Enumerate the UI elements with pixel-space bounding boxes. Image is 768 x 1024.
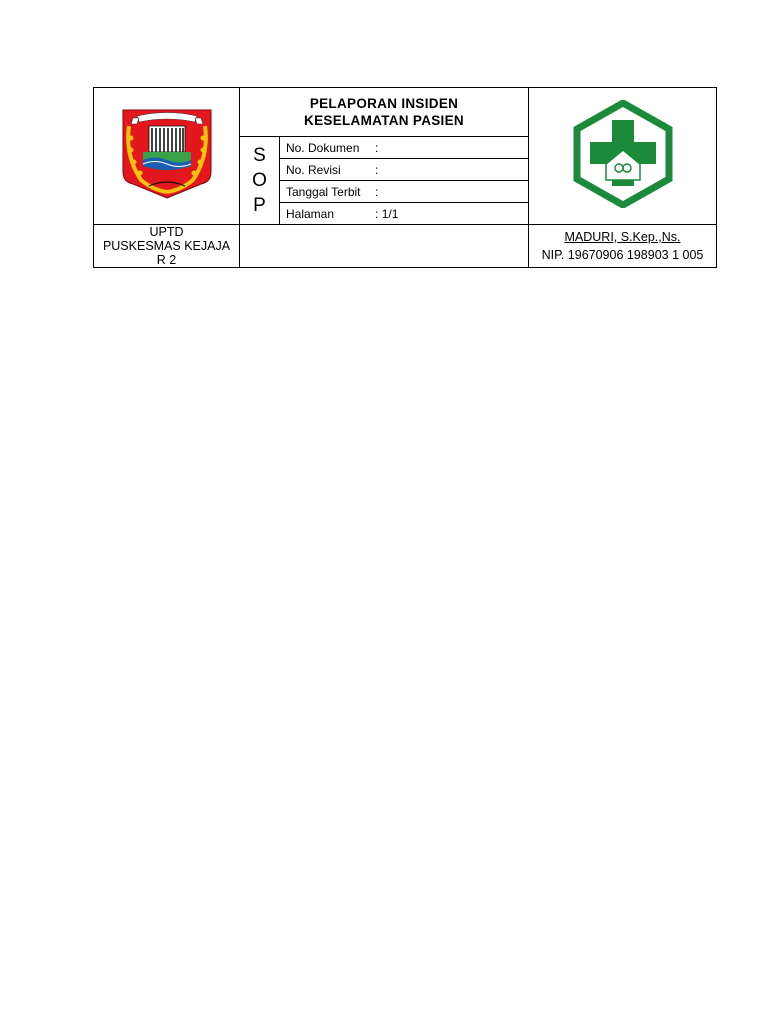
sop-header-table bbox=[93, 87, 717, 268]
blank-cell bbox=[240, 225, 529, 268]
regional-crest-cell bbox=[94, 88, 240, 225]
signatory bbox=[529, 225, 717, 268]
field-page bbox=[280, 203, 529, 225]
field-label: No. Dokumen bbox=[286, 140, 360, 155]
field-label: Tanggal Terbit bbox=[286, 184, 361, 199]
health-logo-cell bbox=[529, 88, 717, 225]
document-title bbox=[240, 88, 529, 137]
field-document-number bbox=[280, 137, 529, 159]
field-label: No. Revisi bbox=[286, 162, 341, 177]
field-separator: : bbox=[375, 140, 379, 155]
sop-letter-o: O bbox=[252, 170, 267, 191]
title-line-2: KESELAMATAN PASIEN bbox=[304, 113, 464, 128]
signatory-name: MADURI, S.Kep.,Ns. bbox=[564, 230, 681, 244]
sop-letter-p: P bbox=[253, 195, 266, 216]
signatory-nip: NIP. 19670906 198903 1 005 bbox=[541, 248, 704, 262]
org-line-2: PUSKESMAS KEJAJA bbox=[102, 239, 231, 253]
sop-letter-s: S bbox=[253, 145, 266, 166]
regional-crest-icon bbox=[119, 108, 215, 200]
org-line-3: R 2 bbox=[156, 253, 177, 267]
field-value: 1/1 bbox=[381, 206, 399, 221]
field-label: Halaman bbox=[286, 206, 335, 221]
field-revision-number bbox=[280, 159, 529, 181]
field-separator: : bbox=[375, 184, 379, 199]
sop-label bbox=[240, 137, 280, 225]
organization-name bbox=[94, 225, 240, 268]
field-issue-date bbox=[280, 181, 529, 203]
field-separator: : bbox=[375, 162, 379, 177]
org-line-1: UPTD bbox=[149, 225, 184, 239]
field-separator: : bbox=[375, 206, 379, 221]
title-line-1: PELAPORAN INSIDEN bbox=[309, 96, 459, 111]
health-cross-logo-icon bbox=[572, 100, 674, 208]
